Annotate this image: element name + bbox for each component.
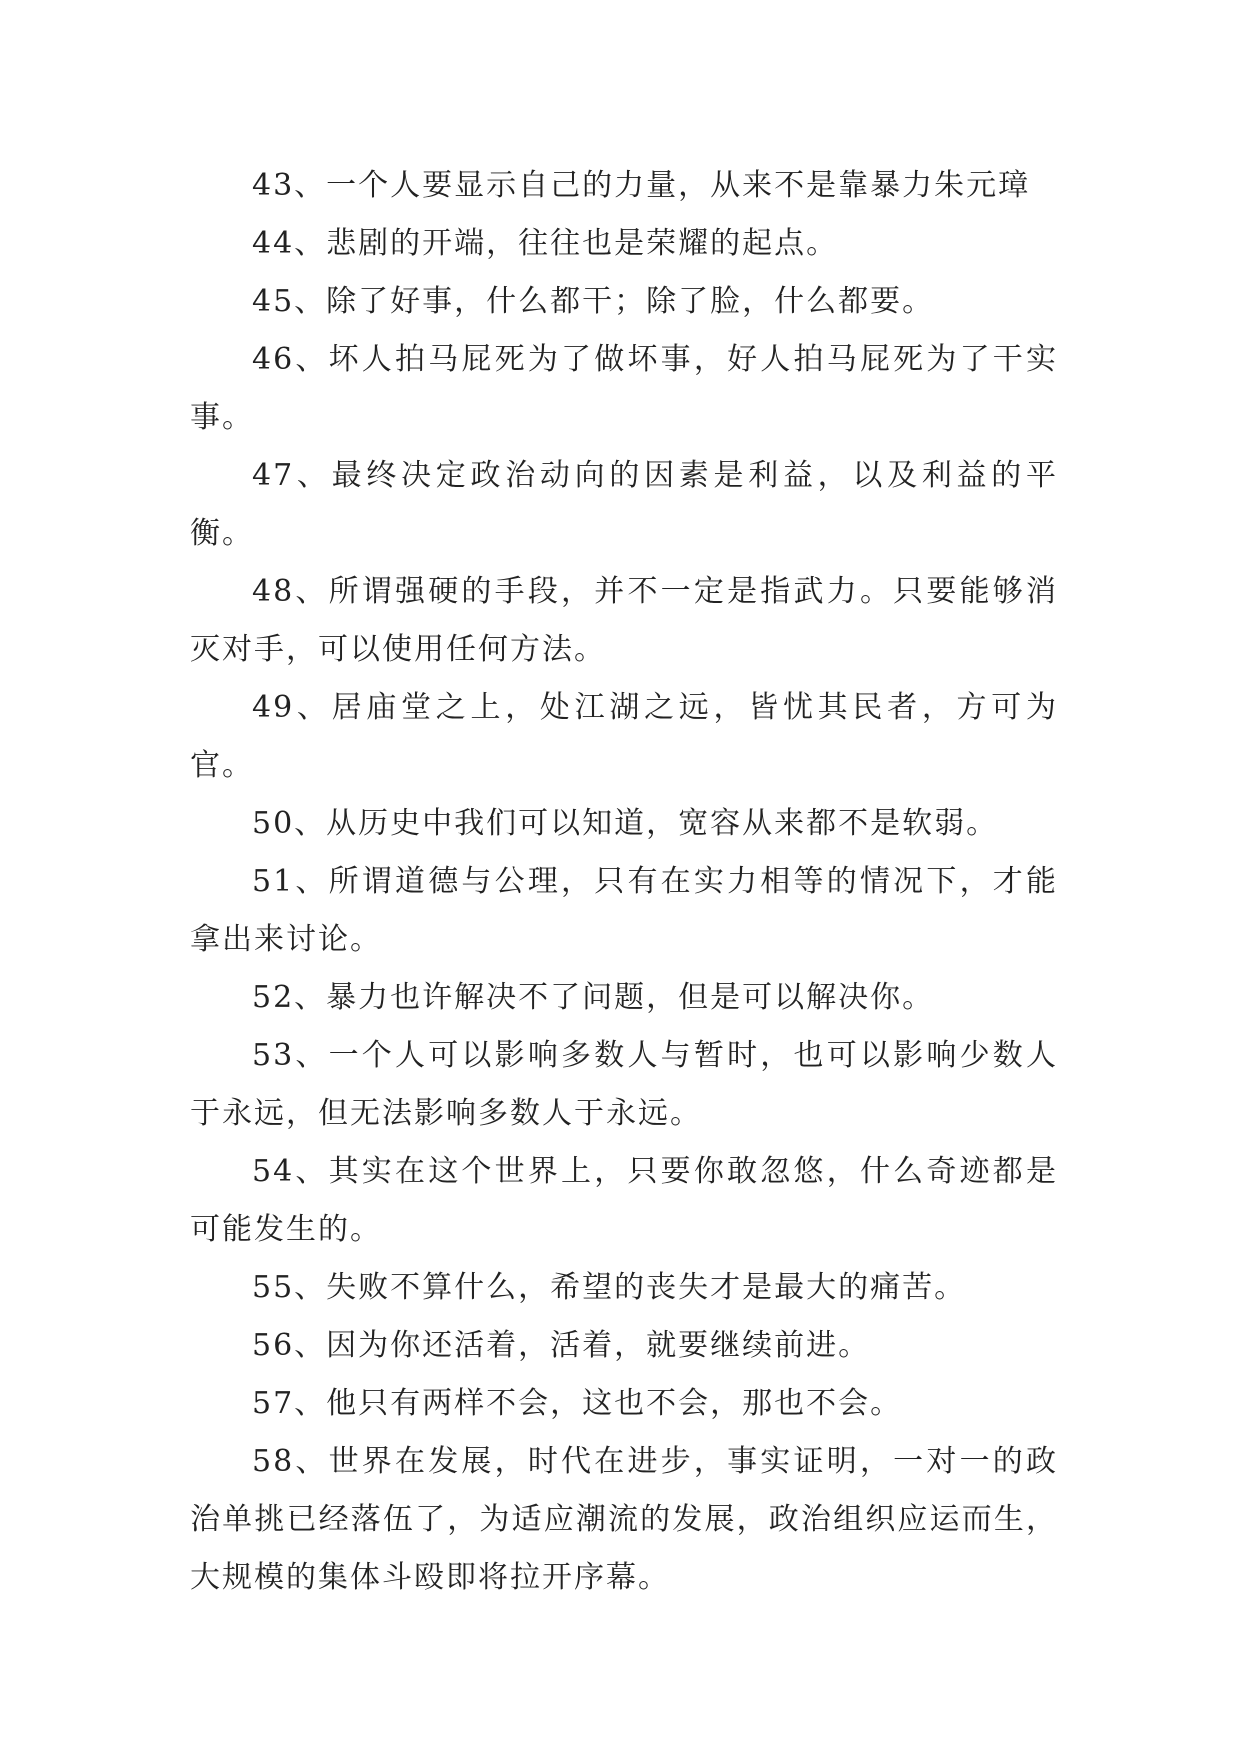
quote-56: 56、因为你还活着，活着，就要继续前进。 <box>252 1328 871 1363</box>
quote-43: 43、一个人要显示自己的力量，从来不是靠暴力朱元璋 <box>252 168 1031 203</box>
quote-47: 47、最终决定政治动向的因素是利益，以及利益的平衡。 <box>190 458 1058 551</box>
quote-51: 51、所谓道德与公理，只有在实力相等的情况下，才能拿出来讨论。 <box>190 864 1058 957</box>
quote-57: 57、他只有两样不会，这也不会，那也不会。 <box>252 1386 903 1421</box>
quote-58: 58、世界在发展，时代在进步，事实证明，一对一的政治单挑已经落伍了，为适应潮流的发展，政治组织应运而生，大规模的集体斗殴即将拉开序幕。 <box>190 1444 1058 1595</box>
quote-45: 45、除了好事，什么都干；除了脸，什么都要。 <box>252 284 935 319</box>
quote-44: 44、悲剧的开端，往往也是荣耀的起点。 <box>252 226 839 261</box>
quote-46: 46、坏人拍马屁死为了做坏事，好人拍马屁死为了干实事。 <box>190 342 1058 435</box>
quote-list <box>190 157 1058 1607</box>
quote-53: 53、一个人可以影响多数人与暂时，也可以影响少数人于永远，但无法影响多数人于永远。 <box>190 1038 1058 1131</box>
quote-48: 48、所谓强硬的手段，并不一定是指武力。只要能够消灭对手，可以使用任何方法。 <box>190 574 1058 667</box>
quote-54: 54、其实在这个世界上，只要你敢忽悠，什么奇迹都是可能发生的。 <box>190 1154 1058 1247</box>
quote-49: 49、居庙堂之上，处江湖之远，皆忧其民者，方可为官。 <box>190 690 1058 783</box>
quote-55: 55、失败不算什么，希望的丧失才是最大的痛苦。 <box>252 1270 967 1305</box>
quote-50: 50、从历史中我们可以知道，宽容从来都不是软弱。 <box>252 806 999 841</box>
quote-52: 52、暴力也许解决不了问题，但是可以解决你。 <box>252 980 935 1015</box>
